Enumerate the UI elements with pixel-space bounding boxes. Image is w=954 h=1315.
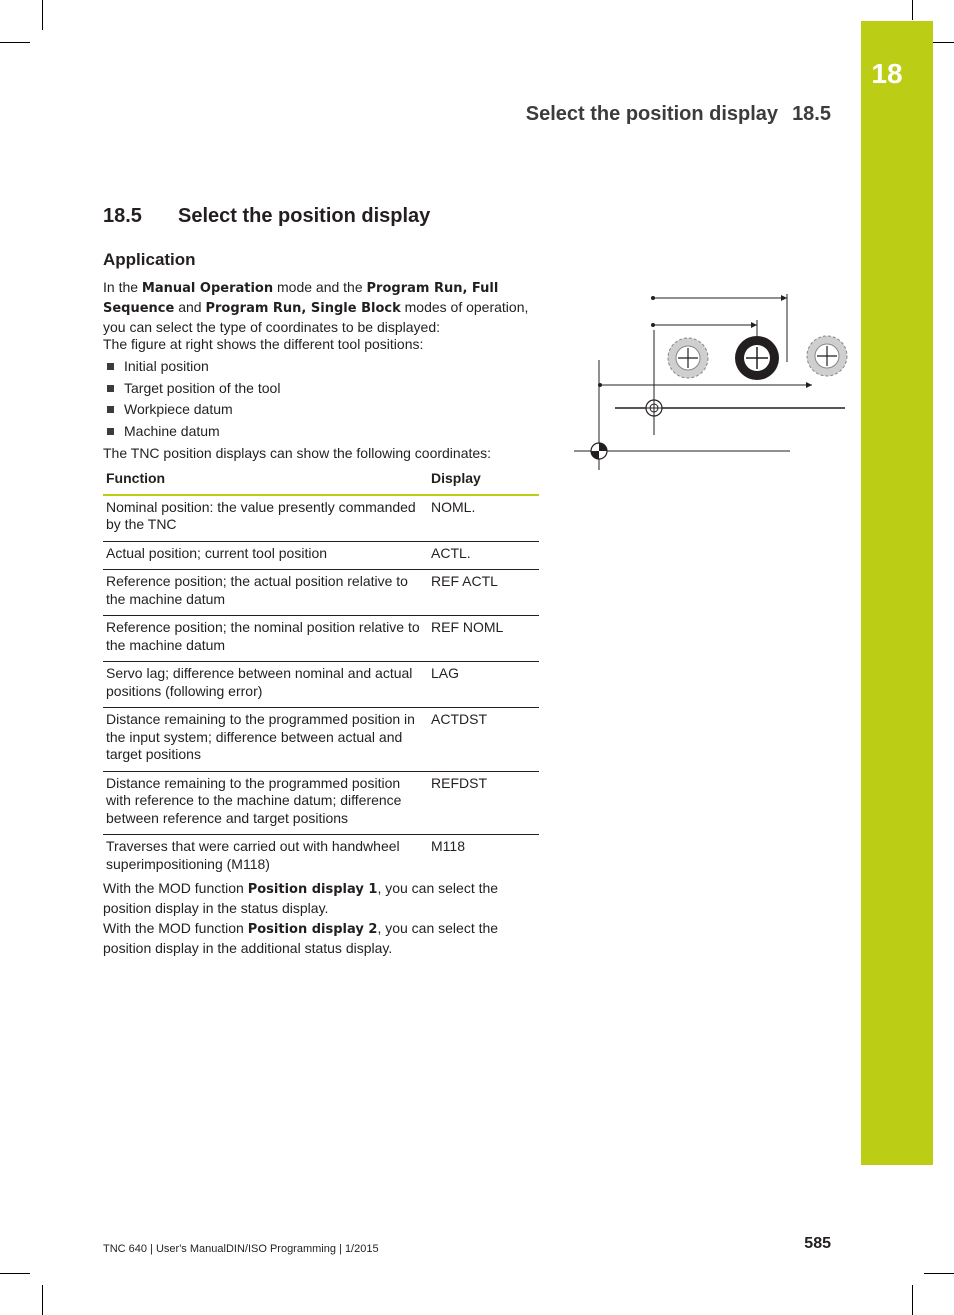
bullet-square-icon (107, 406, 114, 413)
subheading: Application (103, 250, 196, 269)
outro-paragraph-1 (103, 879, 548, 917)
column-header-display: Display (428, 467, 539, 495)
list-item-text: Workpiece datum (124, 401, 233, 418)
mode-name: Program Run, Full Sequence (103, 281, 499, 316)
section-title-text: Select the position display (178, 205, 431, 227)
display-cell: REFDST (428, 771, 539, 835)
crop-mark (42, 0, 43, 30)
dimension-origin-dot (651, 323, 655, 327)
display-cell: ACTL. (428, 541, 539, 570)
display-cell: NOML. (428, 495, 539, 542)
figure-intro: The figure at right shows the different tool positions: (103, 336, 424, 352)
coordinates-table (103, 467, 539, 880)
mode-name: Manual Operation (141, 281, 274, 296)
target-position-tool-icon (807, 336, 847, 376)
section-number: 18.5 (103, 205, 142, 227)
text-run: mode and the (273, 279, 367, 295)
table-row (103, 771, 539, 835)
running-header-section: 18.5 (792, 103, 831, 125)
text-run: With the MOD function (103, 880, 248, 896)
crop-mark (42, 1285, 43, 1315)
text-run: and (174, 299, 206, 315)
list-item (103, 422, 280, 444)
function-cell: Reference position; the actual position relative to the machine datum (103, 570, 428, 616)
machine-datum-icon (591, 443, 607, 459)
workpiece-datum-icon (646, 400, 662, 416)
intro-paragraph (103, 278, 548, 336)
crop-mark (0, 1273, 30, 1274)
crop-mark (912, 1285, 913, 1315)
text-run: In the (103, 279, 142, 295)
list-item-text: Machine datum (124, 423, 220, 440)
display-cell: M118 (431, 838, 465, 854)
function-cell: Actual position; current tool position (103, 541, 428, 570)
dimension-origin-dot (598, 383, 602, 387)
text-run: , you can select the position display in the additional status display. (103, 920, 499, 956)
chapter-number: 18 (871, 58, 903, 89)
mod-function-name: Position display 2 (247, 922, 378, 937)
table-row (103, 570, 539, 616)
list-item (103, 400, 280, 422)
crop-mark (912, 0, 913, 20)
chapter-tab (861, 21, 933, 1165)
mode-name: Program Run, Single Block (205, 301, 401, 316)
actual-position-tool-icon (735, 336, 779, 380)
display-cell: REF NOML (428, 616, 539, 662)
table-row (103, 662, 539, 708)
table-row (103, 835, 539, 881)
display-cell: REF ACTL (428, 570, 539, 616)
bullet-square-icon (107, 363, 114, 370)
section-title (103, 205, 430, 228)
table-row (103, 616, 539, 662)
outro-paragraph-2 (103, 919, 548, 957)
list-item-text: Target position of the tool (124, 379, 281, 396)
bullet-square-icon (107, 385, 114, 392)
mod-function-name: Position display 1 (247, 882, 378, 897)
table-intro: The TNC position displays can show the following coordinates: (103, 445, 492, 461)
function-cell: Distance remaining to the programmed position with reference to the machine datum; difference between reference and target positions (103, 771, 428, 835)
column-header-function: Function (103, 467, 428, 495)
table-header-row (103, 467, 539, 495)
dimension-origin-dot (651, 296, 655, 300)
page-number: 585 (804, 1235, 831, 1252)
text-run: With the MOD function (103, 920, 248, 936)
text-run: modes of operation, you can select the type of coordinates to be displayed: (103, 299, 529, 335)
display-cell: ACTDST (428, 708, 539, 772)
table-row (103, 708, 539, 772)
function-cell: Servo lag; difference between nominal and actual positions (following error) (103, 662, 428, 708)
list-item (103, 379, 280, 401)
table-row (103, 541, 539, 570)
crop-mark (0, 42, 30, 43)
list-item-text: Initial position (124, 358, 209, 374)
text-run: , you can select the position display in the status display. (103, 880, 499, 916)
display-cell: LAG (428, 662, 539, 708)
crop-mark (924, 1273, 954, 1274)
running-header-title: Select the position display (525, 103, 779, 125)
function-cell: Distance remaining to the programmed position in the input system; difference between actual and target positions (103, 708, 428, 772)
list-item (103, 357, 280, 379)
bullet-list (103, 357, 280, 444)
table-row (103, 495, 539, 542)
function-cell: Traverses that were carried out with handwheel superimpositioning (M118) (106, 838, 400, 872)
bullet-square-icon (107, 428, 114, 435)
function-cell: Reference position; the nominal position relative to the machine datum (103, 616, 428, 662)
function-cell: Nominal position: the value presently commanded by the TNC (103, 495, 428, 542)
initial-position-tool-icon (668, 338, 708, 378)
tool-positions-diagram (570, 290, 855, 475)
running-header (400, 103, 831, 126)
footer-text: TNC 640 | User's ManualDIN/ISO Programming | 1/2015 (103, 1243, 379, 1255)
